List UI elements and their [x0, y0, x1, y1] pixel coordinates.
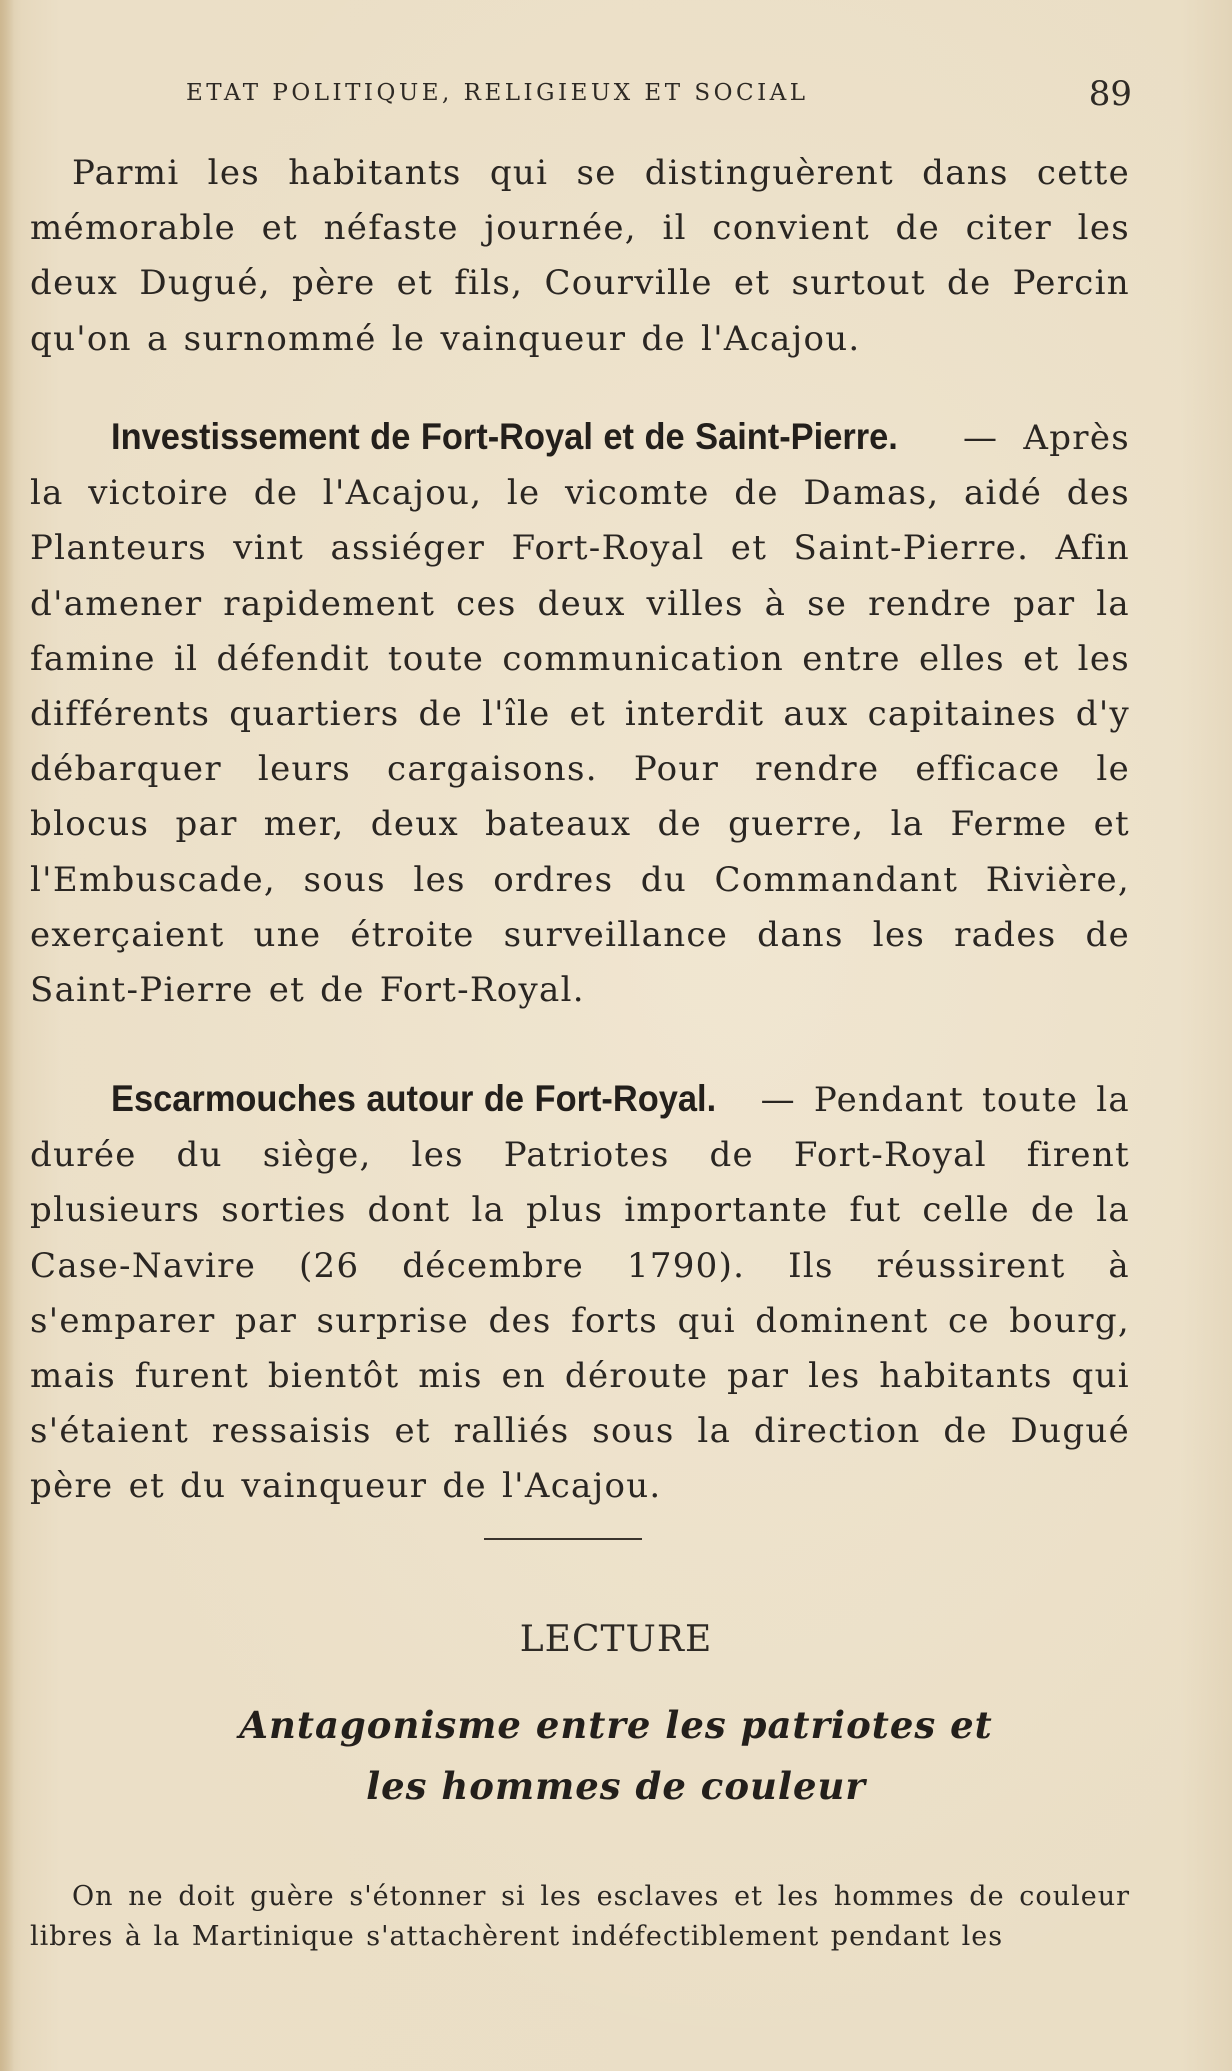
paragraph-escarmouches [30, 1071, 1130, 1515]
paragraph-percin [30, 146, 1130, 367]
section-heading-investissement: Investissement de Fort-Royal et de Saint-Pierre. [111, 416, 898, 457]
paragraph-text: Pendant toute la durée du siège, les Patriotes de Fort-Royal firent plusieurs sorties dont la plus importante fut celle de la Case-Navire (26 décembre 1790). Ils réussirent à s'emparer par surprise des forts qui dominent ce bourg, mais furent bientôt mis en déroute par les habitants qui s'étaient ressaisis et ralliés sous la direction de Dugué père et du vainqueur de l'Acajou. [30, 1080, 1131, 1507]
lecture-text: On ne doit guère s'étonner si les esclaves et les hommes de couleur libres à la Martinique s'attachèrent indéfectiblement pendant les [30, 1881, 1130, 1952]
paragraph-text: Parmi les habitants qui se distinguèrent dans cette mémorable et néfaste journée, il convient de citer les deux Dugué, père et fils, Courville et surtout de Percin qu'on a surnommé le vainqueur de l'Acajou. [30, 153, 1130, 359]
paragraph-text: Après la victoire de l'Acajou, le vicomte de Damas, aidé des Planteurs vint assiéger Fort-Royal et Saint-Pierre. Afin d'amener rapidement ces deux villes à se rendre par la famine il défendit toute communication entre elles et les différents quartiers de l'île et interdit aux capitaines d'y débarquer leurs cargaisons. Pour rendre efficace le blocus par mer, deux bateaux de guerre, la Ferme et l'Embuscade, sous les ordres du Commandant Rivière, exerçaient une étroite surveillance dans les rades de Saint-Pierre et de Fort-Royal. [30, 418, 1130, 1011]
heading-dash: — [742, 1080, 814, 1120]
section-heading-escarmouches: Escarmouches autour de Fort-Royal. [111, 1078, 717, 1119]
running-head: ETAT POLITIQUE, RELIGIEUX ET SOCIAL [186, 80, 809, 106]
lecture-title-line-1: Antagonisme entre les patriotes et [239, 1703, 993, 1747]
page-spine-shadow [0, 0, 14, 2071]
paragraph-investissement [30, 409, 1130, 1018]
heading-dash: — [937, 418, 1024, 458]
page-header [186, 74, 1132, 114]
section-divider [484, 1538, 642, 1540]
lecture-title-line-2: les hommes de couleur [366, 1764, 866, 1808]
page-number: 89 [1088, 74, 1132, 114]
lecture-label: LECTURE [519, 1619, 713, 1660]
